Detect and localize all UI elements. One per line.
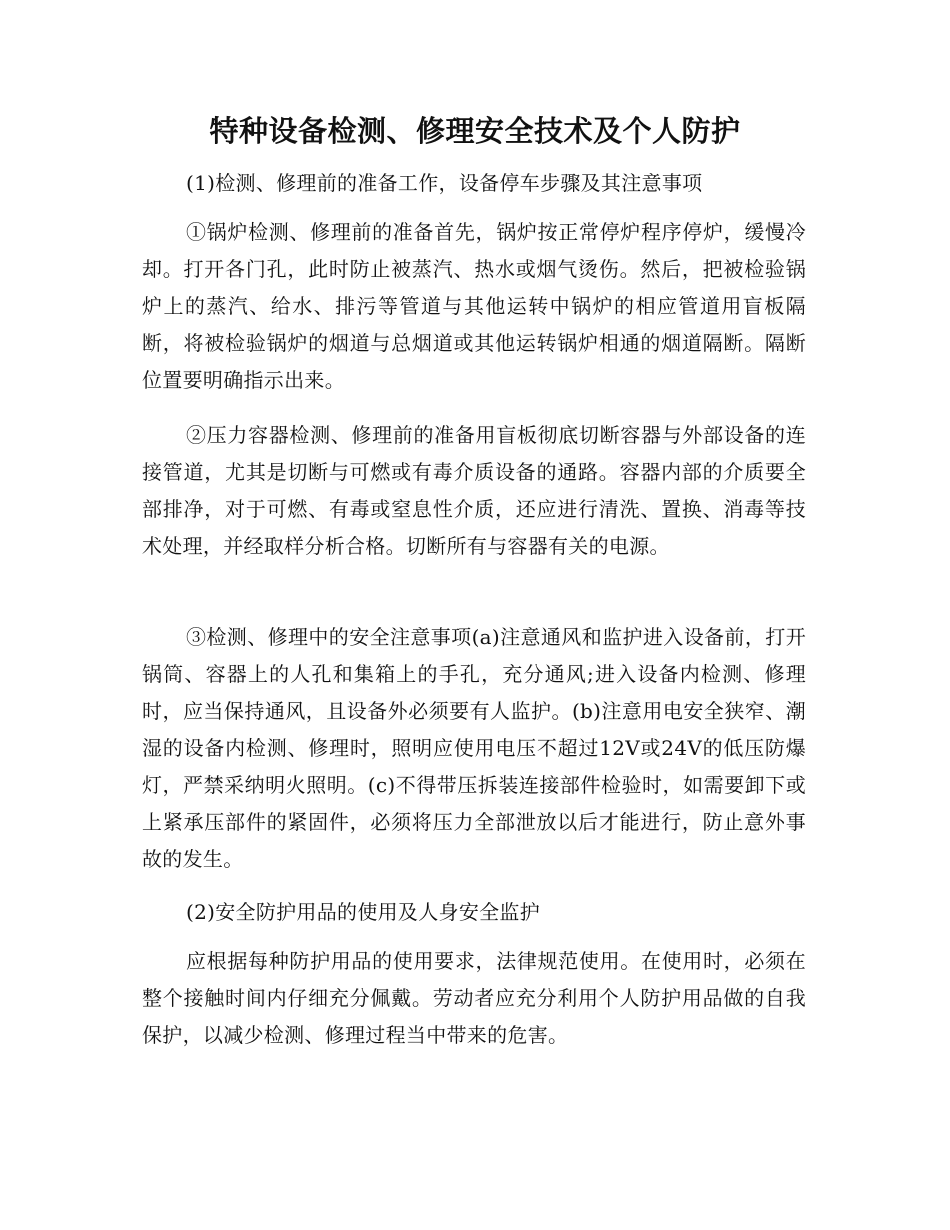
paragraph-pressure-vessel-preparation: ②压力容器检测、修理前的准备用盲板彻底切断容器与外部设备的连接管道，尤其是切断与可燃或有毒介质设备的通路。容器内部的介质要全部排净，对于可燃、有毒或窒息性介质，还应进行清洗、置换、消毒等技术处理，并经取样分析合格。切断所有与容器有关的电源。: [142, 423, 806, 558]
section-heading-preparation: (1)检测、修理前的准备工作，设备停车步骤及其注意事项: [186, 171, 703, 195]
paragraph-boiler-preparation: ①锅炉检测、修理前的准备首先，锅炉按正常停炉程序停炉，缓慢冷却。打开各门孔，此时防止被蒸汽、热水或烟气烫伤。然后，把被检验锅炉上的蒸汽、给水、排污等管道与其他运转中锅炉的相应管道用盲板隔断，将被检验锅炉的烟道与总烟道或其他运转锅炉相通的烟道隔断。隔断位置要明确指示出来。: [142, 220, 806, 392]
paragraph-safety-precautions: ③检测、修理中的安全注意事项(a)注意通风和监护进入设备前，打开锅筒、容器上的人孔和集箱上的手孔，充分通风;进入设备内检测、修理时，应当保持通风，且设备外必须要有人监护。(b)注意用电安全狭窄、潮湿的设备内检测、修理时，照明应使用电压不超过12V或24V的低压防爆灯，严禁采纳明火照明。(c)不得带压拆装连接部件检验时，如需要卸下或上紧承压部件的紧固件，必须将压力全部泄放以后才能进行，防止意外事故的发生。: [142, 625, 806, 871]
section-heading-protective-equipment: (2)安全防护用品的使用及人身安全监护: [186, 900, 541, 924]
document-title: 特种设备检测、修理安全技术及个人防护: [209, 114, 741, 148]
paragraph-protective-equipment-usage: 应根据每种防护用品的使用要求，法律规范使用。在使用时，必须在整个接触时间内仔细充分佩戴。劳动者应充分利用个人防护用品做的自我保护，以减少检测、修理过程当中带来的危害。: [142, 949, 806, 1047]
